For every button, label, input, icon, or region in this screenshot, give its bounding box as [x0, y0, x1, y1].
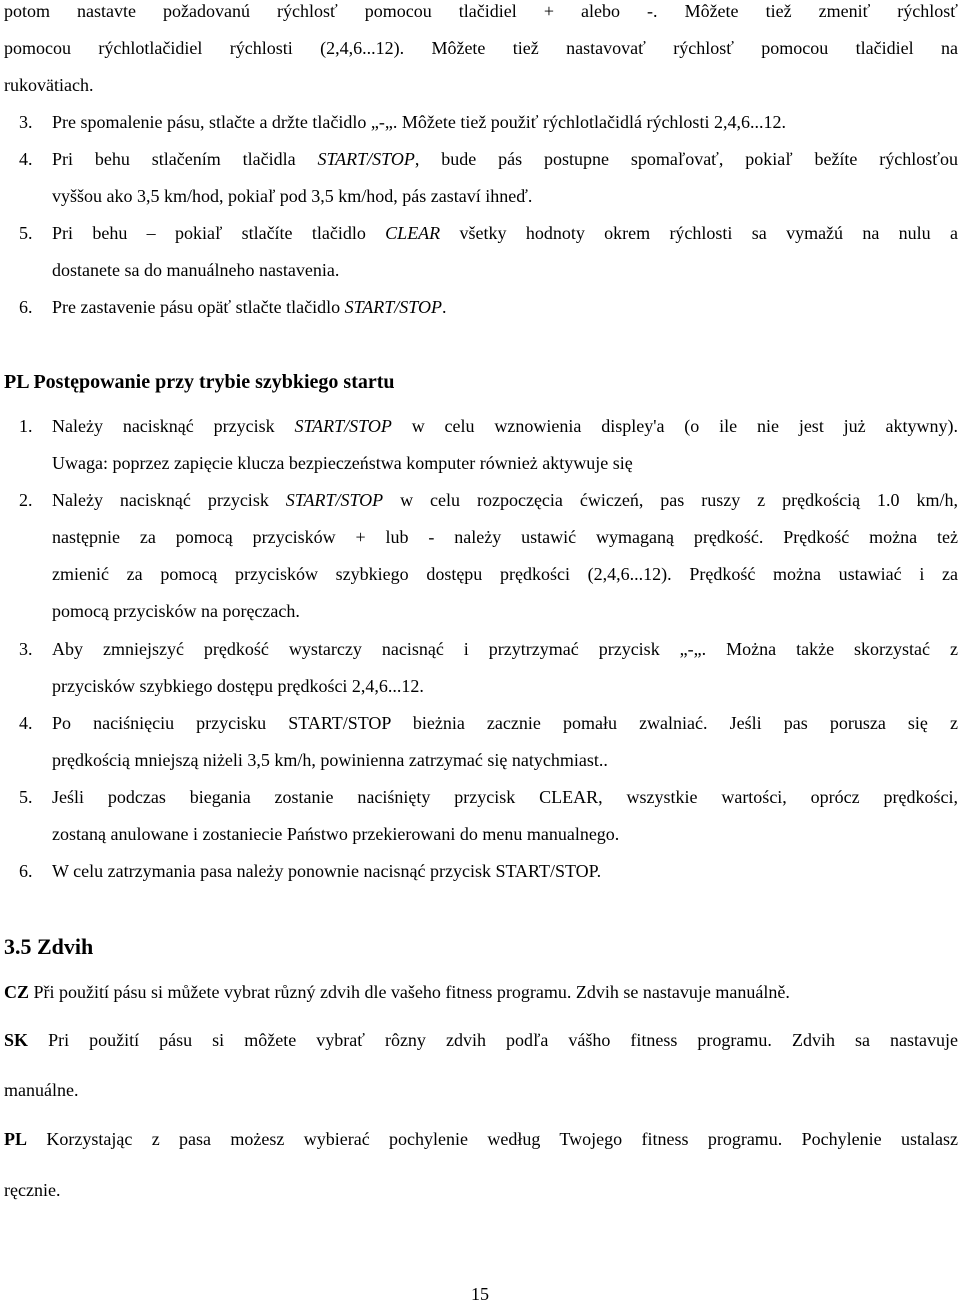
sk-language-label: SK [4, 1030, 29, 1050]
sk-item-3-line-1: Pre spomalenie pásu, stlačte a držte tlačidlo „-„. Môžete tiež použiť rýchlotlačidlá rýchlosti 2,4,6...12. [52, 112, 786, 132]
pl-text-line-2: ręcznie. [4, 1180, 61, 1200]
pl-item-1-line-2: Uwaga: poprzez zapięcie klucza bezpieczeństwa komputer również aktywuje się [52, 453, 633, 473]
sk-text-line-1: Pri použití pásu si môžete vybrať rôzny zdvih podľa vášho fitness programu. Zdvih sa nastavuje [48, 1030, 958, 1050]
pl-item-6-number: 6. [19, 861, 33, 881]
pl-item-2-number: 2. [19, 490, 33, 510]
sk-item-4-line-1: Pri behu stlačením tlačidla START/STOP, bude pás postupne spomaľovať, pokiaľ bežíte rýchlosťou [52, 149, 958, 169]
pl-item-6-line-1: W celu zatrzymania pasa należy ponownie nacisnąć przycisk START/STOP. [52, 861, 602, 881]
cz-paragraph [4, 982, 958, 1002]
sk-item-6-line-1: Pre zastavenie pásu opäť stlačte tlačidlo START/STOP. [52, 297, 447, 317]
sk-item-5-number: 5. [19, 223, 33, 243]
pl-text-line-1: Korzystając z pasa możesz wybierać pochylenie według Twojego fitness programu. Pochylenie ustalasz [46, 1129, 958, 1149]
pl-item-2-line-4: pomocą przycisków na poręczach. [52, 601, 300, 621]
pl-language-label: PL [4, 1129, 28, 1149]
sk-continued-line-1: potom nastavte požadovanú rýchlosť pomocou tlačidiel + alebo -. Môžete tiež zmeniť rýchlosť [4, 1, 958, 21]
sk-continued-line-3: rukovätiach. [4, 75, 94, 95]
page-number: 15 [471, 1284, 489, 1304]
pl-item-2-line-3: zmienić za pomocą przycisków szybkiego dostępu prędkości (2,4,6...12). Prędkość można ustawiać i za [52, 564, 958, 584]
pl-item-4-line-1: Po naciśnięciu przycisku START/STOP bieżnia zacznie pomału zwalniać. Jeśli pas porusza się z [52, 713, 958, 733]
pl-item-2-line-2: następnie za pomocą przycisków + lub - należy ustawić wymaganą prędkość. Prędkość można też [52, 527, 958, 547]
sk-text-line-2: manuálne. [4, 1080, 79, 1100]
pl-item-1-line-1: Należy nacisknąć przycisk START/STOP w celu wznowienia displey'a (o ile nie jest już aktywny). [52, 416, 958, 436]
pl-item-3-number: 3. [19, 639, 33, 659]
sk-item-4-number: 4. [19, 149, 33, 169]
cz-text: Při použití pásu si můžete vybrat různý zdvih dle vašeho fitness programu. Zdvih se nastavuje manuálně. [33, 982, 790, 1002]
pl-item-3-line-2: przycisków szybkiego dostępu prędkości 2,4,6...12. [52, 676, 424, 696]
sk-item-6-number: 6. [19, 297, 33, 317]
pl-item-2-line-1: Należy nacisknąć przycisk START/STOP w celu rozpoczęcia ćwiczeń, pas ruszy z prędkością 1.0 km/h, [52, 490, 958, 510]
pl-item-5-line-2: zostaną anulowane i zostaniecie Państwo przekierowani do menu manualnego. [52, 824, 620, 844]
pl-item-4-line-2: prędkością mniejszą niżeli 3,5 km/h, powinienna zatrzymać się natychmiast.. [52, 750, 608, 770]
sk-paragraph-line-1 [4, 1030, 958, 1050]
pl-quick-start-heading: PL Postępowanie przy trybie szybkiego startu [4, 371, 395, 393]
sk-item-5-line-1: Pri behu – pokiaľ stlačíte tlačidlo CLEAR všetky hodnoty okrem rýchlosti sa vymažú na nulu a [52, 223, 958, 243]
pl-item-3-line-1: Aby zmniejszyć prędkość wystarczy nacisnąć i przytrzymać przycisk „-„. Można także skorzystać z [52, 639, 958, 659]
cz-language-label: CZ [4, 982, 30, 1002]
pl-item-1-number: 1. [19, 416, 33, 436]
pl-item-4-number: 4. [19, 713, 33, 733]
pl-item-5-number: 5. [19, 787, 33, 807]
sk-continued-line-2: pomocou rýchlotlačidiel rýchlosti (2,4,6...12). Môžete tiež nastavovať rýchlosť pomocou tlačidiel na [4, 38, 958, 58]
section-heading-zdvih: 3.5 Zdvih [4, 934, 94, 959]
sk-item-3-number: 3. [19, 112, 33, 132]
sk-item-4-line-2: vyššou ako 3,5 km/hod, pokiaľ pod 3,5 km/hod, pás zastaví ihneď. [52, 186, 533, 206]
sk-item-5-line-2: dostanete sa do manuálneho nastavenia. [52, 260, 340, 280]
pl-item-5-line-1: Jeśli podczas biegania zostanie naciśnięty przycisk CLEAR, wszystkie wartości, oprócz prędkości, [52, 787, 958, 807]
pl-paragraph-line-1 [4, 1129, 958, 1149]
